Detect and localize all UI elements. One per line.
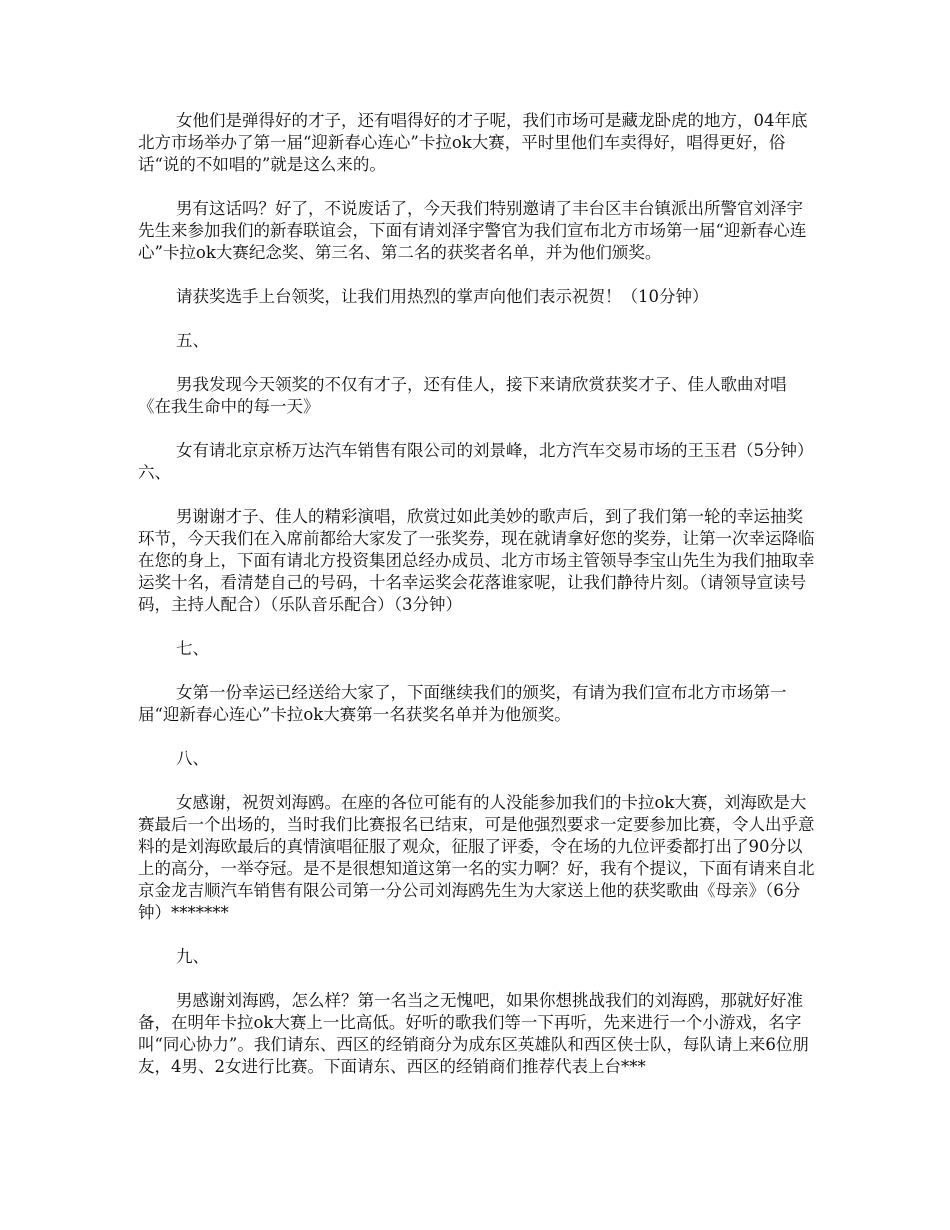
- paragraph-9: 男感谢刘海鸥，怎么样？第一名当之无愧吧，如果你想挑战我们的刘海鸥，那就好好准备，在明年卡拉ok大赛上一比高低。好听的歌我们等一下再听，先来进行一个小游戏，名字叫“同心协力”。我们请东、西区的经销商分为成东区英雄队和西区侠士队，每队请上来6位朋友，4男、2女进行比赛。下面请东、西区的经销商们推荐代表上台***: [138, 991, 809, 1076]
- section-heading-9: 九、: [176, 947, 209, 966]
- paragraph-7: 女第一份幸运已经送给大家了，下面继续我们的颁奖，有请为我们宣布北方市场第一届“迎新春心连心”卡拉ok大赛第一名获奖名单并为他颁奖。: [138, 683, 787, 724]
- paragraph-4: 男我发现今天领奖的不仅有才子，还有佳人，接下来请欣赏获奖才子、佳人歌曲对唱《在我生命中的每一天》: [138, 375, 787, 416]
- paragraph-1: 女他们是弹得好的才子，还有唱得好的才子呢，我们市场可是藏龙卧虎的地方，04年底北方市场举办了第一届“迎新春心连心”卡拉ok大赛，平时里他们车卖得好，唱得更好，俗话“说的不如唱的”就是这么来的。: [138, 111, 808, 174]
- paragraph-8: 女感谢，祝贺刘海鸥。在座的各位可能有的人没能参加我们的卡拉ok大赛，刘海欧是大赛最后一个出场的，当时我们比赛报名已结束，可是他强烈要求一定要参加比赛，令人出乎意料的是刘海欧最后的真情演唱征服了观众，征服了评委，令在场的九位评委都打出了90分以上的高分，一举夺冠。是不是很想知道这第一名的实力啊？好，我有个提议，下面有请来自北京金龙吉顺汽车销售有限公司第一分公司刘海鸥先生为大家送上他的获奖歌曲《母亲》（6分钟）*******: [138, 793, 815, 922]
- section-heading-5: 五、: [176, 331, 209, 350]
- section-heading-7: 七、: [176, 639, 209, 658]
- paragraph-3: 请获奖选手上台领奖，让我们用热烈的掌声向他们表示祝贺！（10分钟）: [176, 287, 709, 306]
- document-body: [138, 110, 818, 1100]
- section-heading-8: 八、: [176, 749, 209, 768]
- paragraph-6: 男谢谢才子、佳人的精彩演唱，欣赏过如此美妙的歌声后，到了我们第一轮的幸运抽奖环节，今天我们在入席前都给大家发了一张奖券，现在就请拿好您的奖券，让第一次幸运降临在您的身上，下面有请北方投资集团总经办成员、北方市场主管领导李宝山先生为我们抽取幸运奖十名，看清楚自己的号码，十名幸运奖会花落谁家呢，让我们静待片刻。（请领导宣读号码，主持人配合）（乐队音乐配合）（3分钟）: [138, 507, 815, 614]
- paragraph-2: 男有这话吗？好了，不说废话了，今天我们特别邀请了丰台区丰台镇派出所警官刘泽宇先生来参加我们的新春联谊会，下面有请刘泽宇警官为我们宣布北方市场第一届“迎新春心连心”卡拉ok大赛纪念奖、第三名、第二名的获奖者名单，并为他们颁奖。: [138, 199, 807, 262]
- paragraph-5: 女有请北京京桥万达汽车销售有限公司的刘景峰，北方汽车交易市场的王玉君（5分钟）六、: [138, 441, 814, 482]
